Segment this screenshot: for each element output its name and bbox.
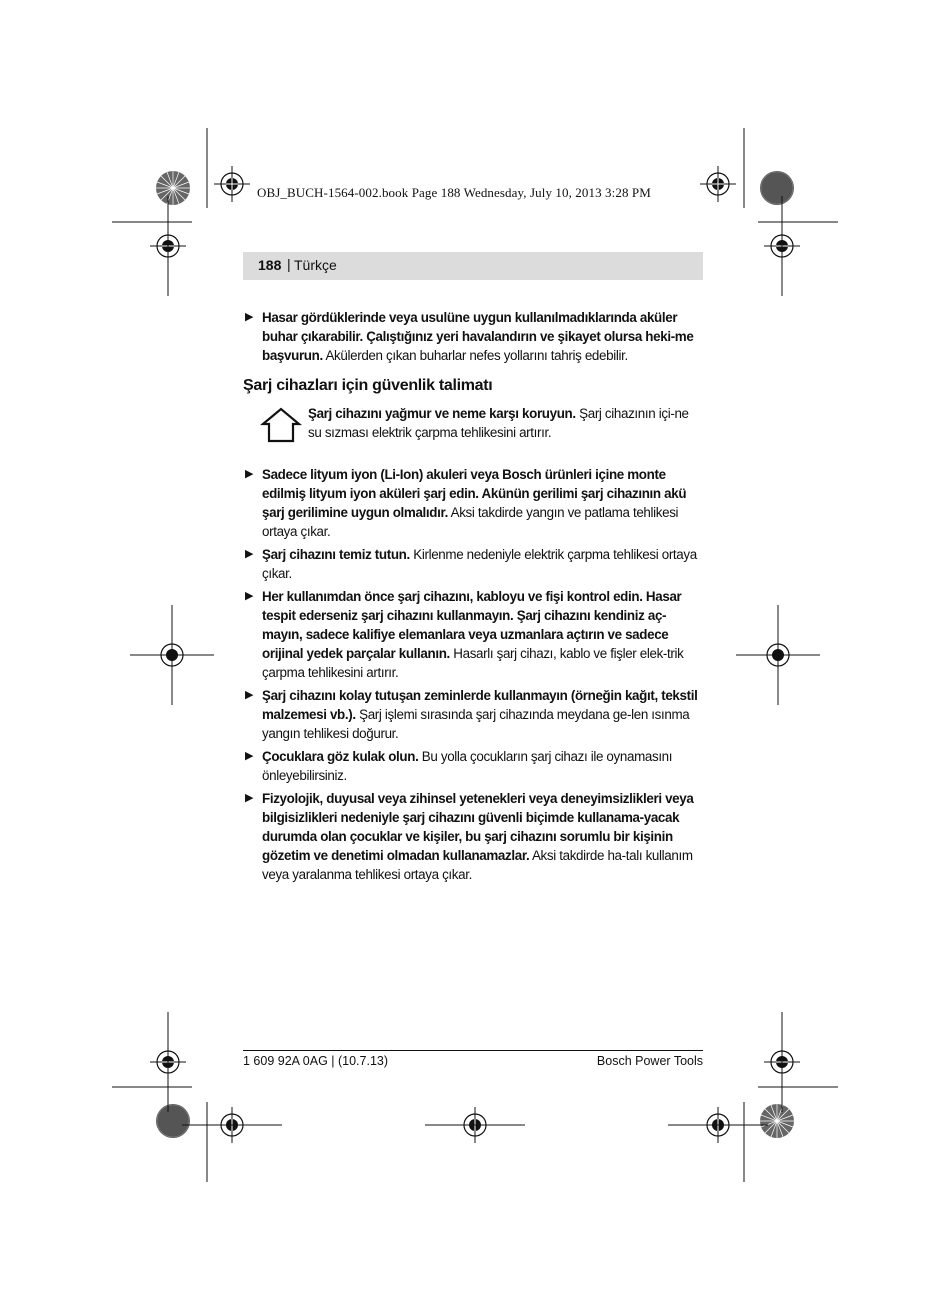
footer-rule: [243, 1050, 703, 1051]
bullet-arrow-icon: ▶: [245, 590, 254, 602]
item-bold-text: Fizyolojik, duyusal veya zihinsel yetenekleri veya deneyimsizlikleri veya bilgisizlikleri nedeniyle şarj cihazını güvenli biçimde kullanama-yacak durumda olan çocuklar ve kişiler, bu şarj cihazını sorumlu bir kişinin gözetim ve denetimi olmadan kullanamazlar.: [262, 791, 694, 863]
item-text: Hasarlı şarj cihazı, kablo ve fişler elek-trik çarpma tehlikesini artırır.: [262, 646, 684, 680]
item-text: Akülerden çıkan buharlar nefes yollarını tahriş edebilir.: [322, 348, 628, 363]
item-bold-text: Şarj cihazını temiz tutun.: [262, 547, 410, 562]
item-text: Şarj işlemi sırasında şarj cihazında meydana ge-len ısınma yangın tehlikesi doğurur.: [262, 707, 690, 741]
list-item: [245, 686, 704, 743]
bullet-arrow-icon: ▶: [245, 468, 254, 480]
house-indoor-icon: [260, 407, 302, 443]
list-item: [245, 587, 704, 682]
bullet-arrow-icon: ▶: [245, 311, 254, 323]
warning-text: [308, 404, 704, 442]
page-header: [243, 252, 703, 280]
item-bold-text: Çocuklara göz kulak olun.: [262, 749, 419, 764]
bullet-arrow-icon: ▶: [245, 750, 254, 762]
item-bold-text: Hasar gördüklerinde veya usulüne uygun kullanılmadıklarında aküler buhar çıkarabilir. Çalıştığınız yeri havalandırın ve şikayet olursa heki-me başvurun.: [262, 310, 694, 363]
warning-normal-text: Şarj cihazının içi-ne su sızması elektrik çarpma tehlikesini artırır.: [308, 406, 689, 440]
footer-doc-number: 1 609 92A 0AG | (10.7.13): [243, 1054, 389, 1068]
list-item: [245, 747, 704, 785]
section-title: Şarj cihazları için güvenlik talimatı: [243, 377, 493, 394]
item-bold-text: Her kullanımdan önce şarj cihazını, kabloyu ve fişi kontrol edin. Hasar tespit ederseniz şarj cihazını kullanmayın. Şarj cihazını kendiniz aç-mayın, sadece kalifiye elemanlara veya uzmanlara açtırın ve sadece orijinal yedek parçalar kullanın.: [262, 589, 682, 661]
bullet-arrow-icon: ▶: [245, 689, 254, 701]
item-text: Aksi takdirde ha-talı kullanım veya yaralanma tehlikesi ortaya çıkar.: [262, 848, 693, 882]
list-item: [245, 545, 704, 583]
item-bold-text: Şarj cihazını kolay tutuşan zeminlerde kullanmayın (örneğin kağıt, tekstil malzemesi vb.).: [262, 688, 698, 722]
list-item: [245, 789, 704, 884]
item-text: Kirlenme nedeniyle elektrik çarpma tehlikesi ortaya çıkar.: [262, 547, 697, 581]
list-item: [245, 308, 704, 365]
page-language: Türkçe: [294, 257, 337, 273]
bullet-arrow-icon: ▶: [245, 548, 254, 560]
item-text: Bu yolla çocukların şarj cihazı ile oynamasını önleyebilirsiniz.: [262, 749, 673, 783]
footer-brand: Bosch Power Tools: [596, 1054, 703, 1068]
item-bold-text: Sadece lityum iyon (Li-Ion) akuleri veya Bosch ürünleri içine monte edilmiş lityum iyon aküleri şarj edin. Akünün gerilimi şarj cihazının akü şarj gerilimine uygun olmalıdır.: [262, 467, 687, 520]
item-text: Aksi takdirde yangın ve patlama tehlikesi ortaya çıkar.: [262, 505, 679, 539]
warning-bold-text: Şarj cihazını yağmur ve neme karşı koruyun.: [308, 406, 576, 421]
bullet-arrow-icon: ▶: [245, 792, 254, 804]
page-number: 188: [258, 257, 282, 273]
file-slug: OBJ_BUCH-1564-002.book Page 188 Wednesday, July 10, 2013 3:28 PM: [257, 185, 651, 200]
header-separator: |: [287, 256, 291, 272]
list-item: [245, 465, 704, 541]
